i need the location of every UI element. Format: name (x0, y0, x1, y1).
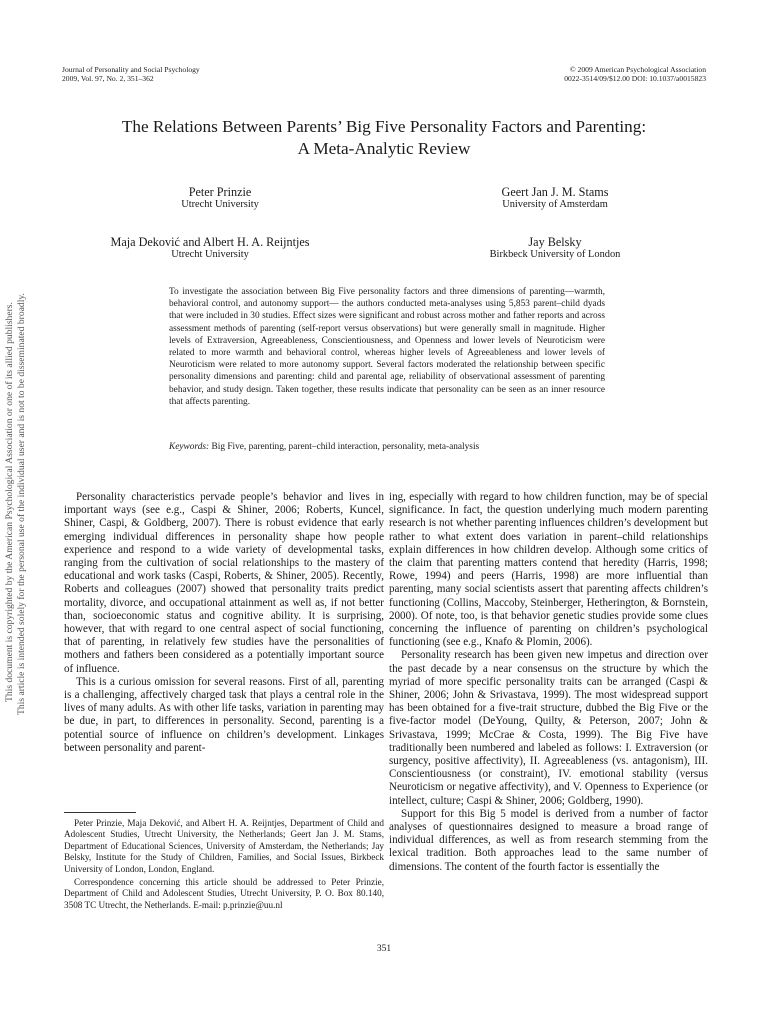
author-name: Maja Deković and Albert H. A. Reijntjes (110, 235, 310, 249)
copyright-header (564, 65, 706, 83)
doi-line: 0022-3514/09/$12.00 DOI: 10.1037/a0015823 (564, 74, 706, 83)
author-affiliation: Utrecht University (181, 199, 259, 210)
body-paragraph: Personality research has been given new impetus and direction over the past decade by a near consensus on the structure by which the myriad of more specific personality traits can be arranged (Caspi & Shiner, 2006; John & Srivastava, 1999). The most widespread support has been obtained for a five-trait structure, dubbed the Big Five or the five-factor model (DeYoung, Quilty, & Peterson, 2007; John & Srivastava, 1999; McCrae & Costa, 1999). The Big Five have traditionally been numbered and labeled as follows: I. Extraversion (or surgency, positive affectivity), II. Agreeableness (vs. antagonism), III. Conscientiousness (or constraint), IV. emotional stability (versus Neuroticism or negative affectivity), and V. Openness to Experience (or intellect, culture; Caspi & Shiner, 2006; Goldberg, 1990). (389, 649, 708, 807)
author-affiliation: Utrecht University (171, 249, 249, 260)
keywords-line (169, 441, 605, 453)
copyright-sidebar (0, 0, 40, 1024)
author-block-prinzie (120, 186, 320, 211)
body-column-right (389, 491, 708, 874)
page-number: 351 (376, 944, 392, 954)
author-name: Peter Prinzie (188, 185, 252, 199)
author-affiliation: Birkbeck University of London (489, 249, 621, 260)
title-line-1: The Relations Between Parents’ Big Five Personality Factors and Parenting: (121, 117, 647, 136)
author-affiliation: University of Amsterdam (502, 199, 608, 210)
journal-header (62, 65, 200, 83)
author-block-dekovic-reijntjes (60, 236, 360, 261)
body-paragraph: ing, especially with regard to how children function, may be of special significance. In fact, the question underlying much modern parenting research is not whether parenting influences children’s development but rather to what extent does variation in parent–child relationships explain differences in how children develop. Although some critics of the claim that parenting matters contend that heredity (Harris, 1998; Rowe, 1994) and peers (Harris, 1998) are more influential than parenting, many social scientists assert that parenting affects children’s functioning (Collins, Maccoby, Steinberger, Hetherington, & Bornstein, 2000). Of note, too, is that behavior genetic studies provide some clues concerning the influence of parenting on children’s psychological functioning (see e.g., Knafo & Plomin, 2006). (389, 491, 708, 649)
body-paragraph: Personality characteristics pervade people’s behavior and lives in important ways (see e.g., Caspi & Shiner, 2006; Roberts, Kuncel, Shiner, Caspi, & Goldberg, 2007). There is robust evidence that early emerging individual differences in personality shape how people experience and respond to a wide variety of developmental tasks, ranging from the cultivation of social relationships to the mastery of educational and work tasks (Caspi, Roberts, & Shiner, 2005). Recently, Roberts and colleagues (2007) showed that personality traits predict mortality, divorce, and occupational attainment as well as, if not better than, socioeconomic status and cognitive ability. It is surprising, however, that with regard to one central aspect of social functioning, that of parenting, in relatively few studies have the personalities of mothers and fathers been considered as a potentially important source of influence. (64, 491, 384, 675)
author-note: Peter Prinzie, Maja Deković, and Albert H. A. Reijntjes, Department of Child and Adolescent Studies, Utrecht University, the Netherlands; Geert Jan J. M. Stams, Department of Educational Sciences, University of Amsterdam, the Netherlands; Jay Belsky, Institute for the Study of Children, Families, and Social Issues, Birkbeck University of London, London, England. (64, 818, 384, 874)
keywords-label: Keywords: (169, 442, 210, 452)
author-block-belsky (420, 236, 690, 261)
title-line-2: A Meta-Analytic Review (297, 139, 471, 158)
footnotes (64, 818, 384, 913)
journal-volume: 2009, Vol. 97, No. 2, 351–362 (62, 74, 154, 83)
body-paragraph: This is a curious omission for several reasons. First of all, parenting is a challenging, affectively charged task that plays a central role in the lives of many adults. As with other life tasks, variation in parenting may be due, in part, to differences in personality. Second, parenting is a potential source of influence on children’s development. Linkages between personality and parent- (64, 675, 384, 754)
copyright-notice: © 2009 American Psychological Association (569, 65, 706, 74)
body-column-left (64, 491, 384, 755)
article-title (40, 116, 728, 160)
sidebar-usage-line: This article is intended solely for the personal use of the individual user and is not to be disseminated broadly. (16, 293, 27, 715)
footnote-divider (64, 812, 136, 813)
author-block-stams (420, 186, 690, 211)
abstract: To investigate the association between Big Five personality factors and three dimensions of parenting—warmth, behavioral control, and autonomy support— the authors conducted meta-analyses using 5,853 parent–child dyads that were included in 30 studies. Effect sizes were significant and robust across mother and father reports and across assessment methods of parenting (self-report versus observations) but were generally small in magnitude. Higher levels of Extraversion, Agreeableness, Conscientiousness, and Openness and lower levels of Neuroticism were related to more warmth and behavioral control, whereas higher levels of Agreeableness and lower levels of Neuroticism were related to more autonomy support. Several factors moderated the relationship between specific personality dimensions and parenting: child and parental age, reliability of observational assessment of parenting behavior, and study design. Taken together, these results indicate that personality can be seen as an inner resource that affects parenting. (169, 287, 605, 407)
body-paragraph: Support for this Big 5 model is derived from a number of factor analyses of questionnaires designed to measure a broad range of individual differences, as well as from research stemming from the lexical tradition. Both approaches lead to the same number of dimensions. The content of the fourth factor is essentially the (389, 807, 708, 873)
correspondence-note: Correspondence concerning this article should be addressed to Peter Prinzie, Department of Child and Adolescent Studies, Utrecht University, P. O. Box 80.140, 3508 TC Utrecht, the Netherlands. E-mail: p.prinzie@uu.nl (64, 877, 384, 910)
author-name: Geert Jan J. M. Stams (501, 185, 609, 199)
sidebar-copyright-line: This document is copyrighted by the American Psychological Association or one of its allied publishers. (4, 302, 15, 702)
author-name: Jay Belsky (528, 235, 582, 249)
keywords-list: Big Five, parenting, parent–child interaction, personality, meta-analysis (211, 442, 480, 452)
journal-name: Journal of Personality and Social Psychology (62, 65, 200, 74)
